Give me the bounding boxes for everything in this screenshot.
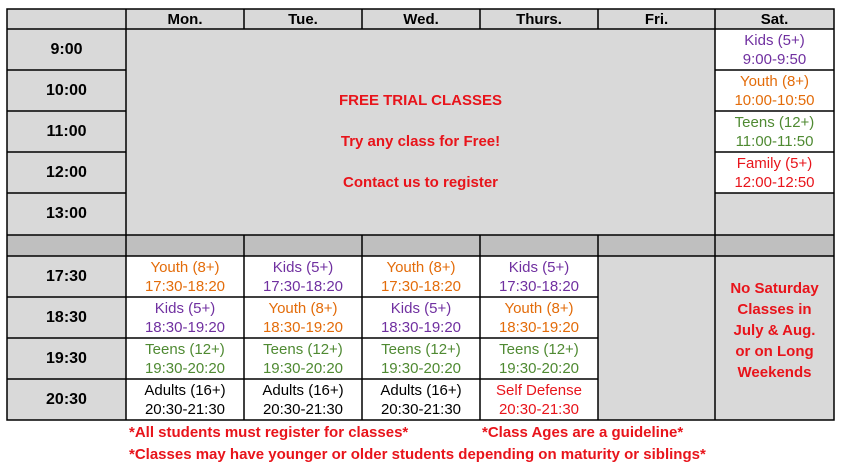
time-11-00: 11:00 — [7, 111, 126, 152]
class-name: Teens (12+) — [145, 340, 225, 358]
sat-class-time: 11:00-11:50 — [735, 132, 814, 150]
class-name: Kids (5+) — [154, 299, 216, 317]
class-name: Youth (8+) — [504, 299, 574, 317]
class-name: Teens (12+) — [263, 340, 343, 358]
class-name: Adults (16+) — [262, 381, 344, 399]
sat-note-line: July & Aug. — [733, 322, 816, 339]
sat-class-time: 9:00-9:50 — [742, 50, 807, 68]
class-name: Adults (16+) — [380, 381, 462, 399]
sat-class-name: Family (5+) — [736, 154, 813, 172]
header-mon: Mon. — [126, 9, 244, 29]
class-name: Youth (8+) — [268, 299, 338, 317]
class-time: 19:30-20:20 — [498, 359, 580, 377]
class-time: 19:30-20:20 — [144, 359, 226, 377]
class-time: 18:30-19:20 — [498, 318, 580, 336]
free-trial-line-3: Contact us to register — [342, 174, 499, 191]
class-name: Teens (12+) — [381, 340, 461, 358]
sat-class-name: Kids (5+) — [744, 31, 805, 49]
sat-note-line: Classes in — [737, 301, 812, 318]
header-thurs: Thurs. — [480, 9, 598, 29]
free-trial-title: FREE TRIAL CLASSES — [338, 92, 503, 109]
sat-class-time: 12:00-12:50 — [734, 173, 815, 191]
header-fri: Fri. — [598, 9, 715, 29]
class-name: Youth (8+) — [150, 258, 220, 276]
class-name: Kids (5+) — [508, 258, 570, 276]
time-12-00: 12:00 — [7, 152, 126, 193]
free-trial-line-2: Try any class for Free! — [340, 133, 501, 150]
class-name: Self Defense — [496, 381, 582, 399]
time-19-30: 19:30 — [7, 338, 126, 379]
time-13-00: 13:00 — [7, 193, 126, 235]
class-time: 17:30-18:20 — [262, 277, 344, 295]
header-tue: Tue. — [244, 9, 362, 29]
class-name: Teens (12+) — [499, 340, 579, 358]
sat-class-name: Teens (12+) — [734, 113, 815, 131]
time-10-00: 10:00 — [7, 70, 126, 111]
class-time: 19:30-20:20 — [380, 359, 462, 377]
class-name: Kids (5+) — [272, 258, 334, 276]
sat-note-line: or on Long — [735, 343, 814, 360]
class-name: Kids (5+) — [390, 299, 452, 317]
header-sat: Sat. — [715, 9, 834, 29]
sat-class-name: Youth (8+) — [739, 72, 810, 90]
class-time: 20:30-21:30 — [144, 400, 226, 418]
class-time: 20:30-21:30 — [498, 400, 580, 418]
class-name: Adults (16+) — [144, 381, 226, 399]
sat-note-line: Weekends — [737, 364, 812, 381]
class-time: 19:30-20:20 — [262, 359, 344, 377]
class-time: 18:30-19:20 — [262, 318, 344, 336]
sat-note-line: No Saturday — [730, 280, 819, 297]
class-time: 17:30-18:20 — [144, 277, 226, 295]
time-17-30: 17:30 — [7, 256, 126, 297]
footer-note-register: *All students must register for classes* — [129, 424, 409, 441]
header-wed: Wed. — [362, 9, 480, 29]
class-time: 18:30-19:20 — [144, 318, 226, 336]
sat-class-time: 10:00-10:50 — [734, 91, 815, 109]
class-time: 17:30-18:20 — [380, 277, 462, 295]
time-18-30: 18:30 — [7, 297, 126, 338]
footer-note-mixed: *Classes may have younger or older students depending on maturity or siblings* — [129, 446, 706, 463]
class-time: 20:30-21:30 — [380, 400, 462, 418]
class-time: 18:30-19:20 — [380, 318, 462, 336]
class-name: Youth (8+) — [386, 258, 456, 276]
class-time: 17:30-18:20 — [498, 277, 580, 295]
footer-note-ages: *Class Ages are a guideline* — [482, 424, 684, 441]
time-9-00: 9:00 — [7, 29, 126, 70]
class-time: 20:30-21:30 — [262, 400, 344, 418]
time-20-30: 20:30 — [7, 379, 126, 420]
